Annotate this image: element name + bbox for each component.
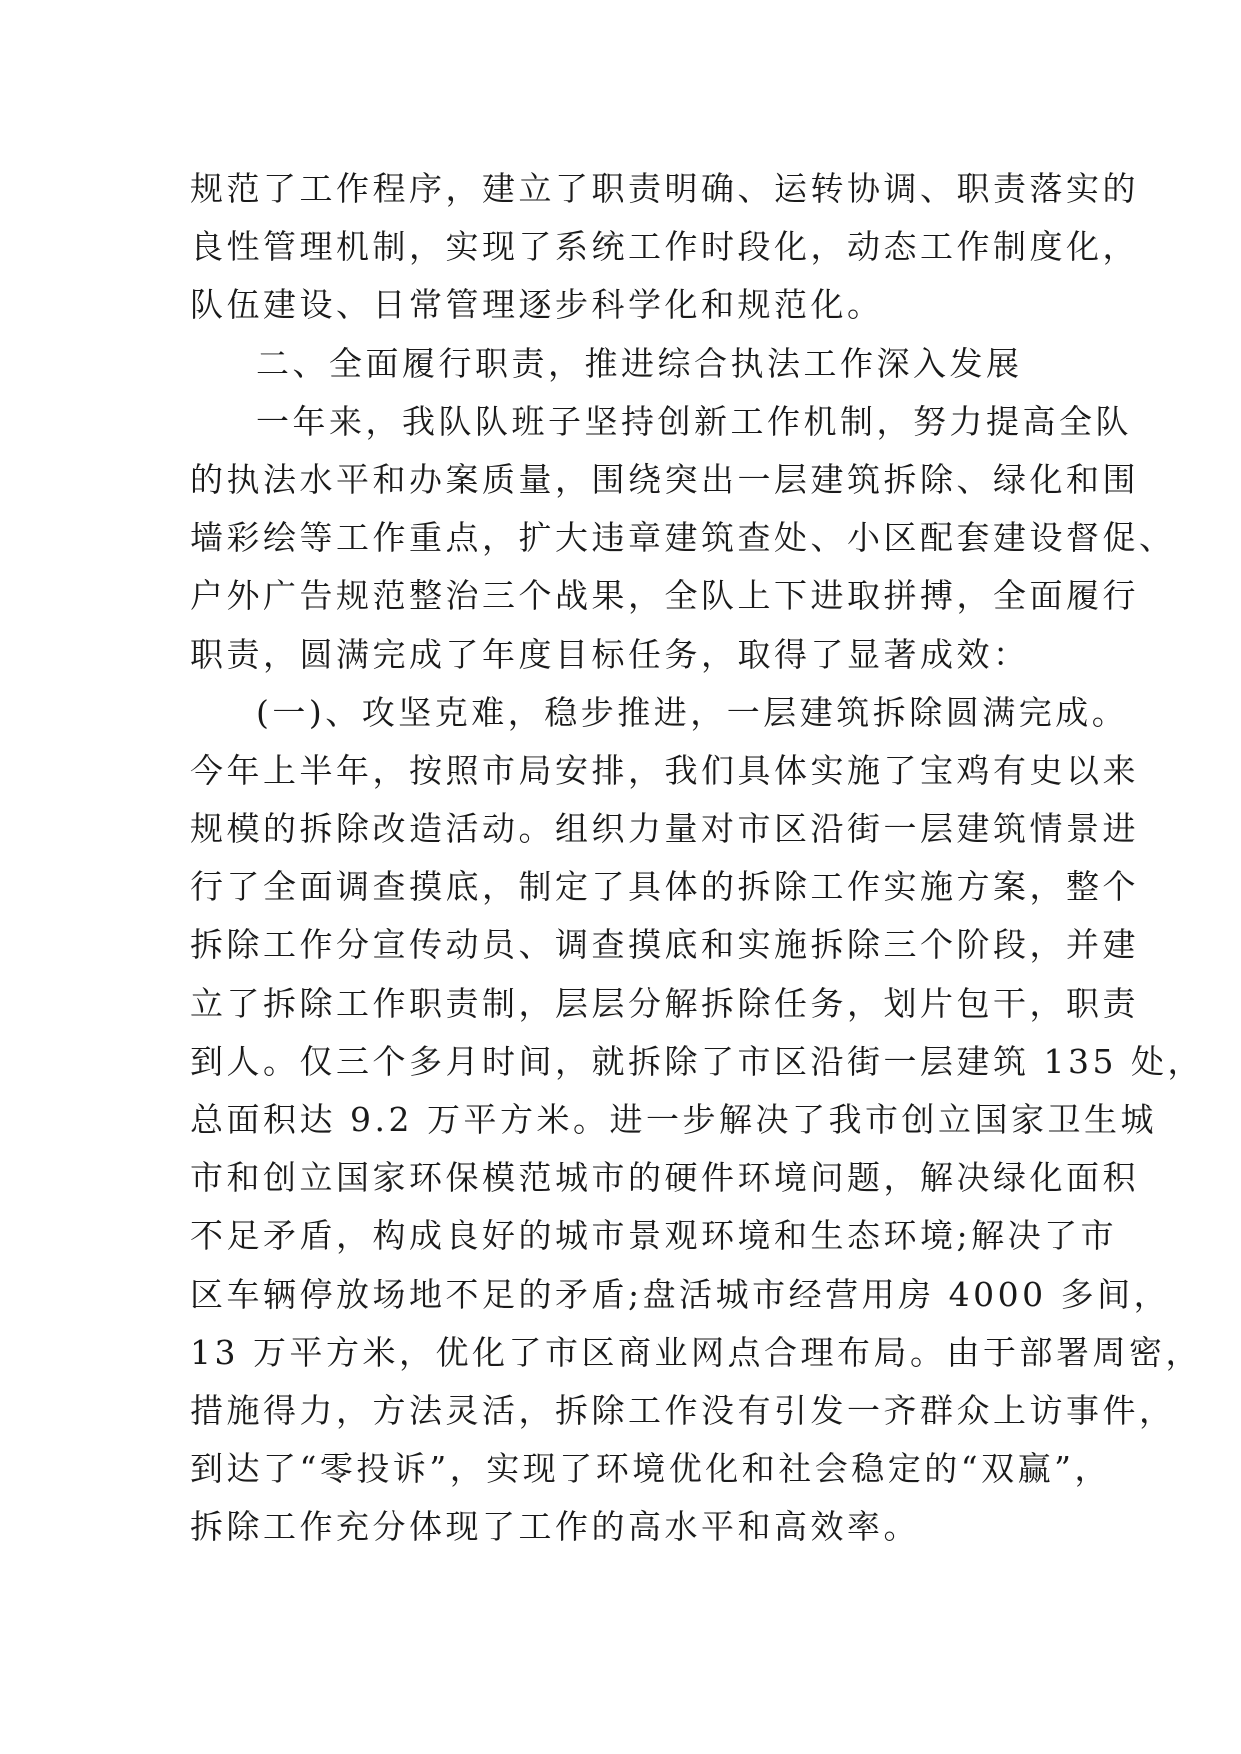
text-line: 立了拆除工作职责制，层层分解拆除任务，划片包干，职责 bbox=[190, 983, 1139, 1023]
text-line: 户外广告规范整治三个战果，全队上下进取拼搏，全面履行 bbox=[190, 576, 1139, 616]
text-line: 总面积达 9.2 万平方米。进一步解决了我市创立国家卫生城 bbox=[190, 1100, 1157, 1139]
text-line: 到达了“零投诉”，实现了环境优化和社会稳定的“双赢”， bbox=[190, 1449, 1111, 1489]
text-line: 良性管理机制，实现了系统工作时段化，动态工作制度化， bbox=[190, 227, 1139, 267]
text-line: 职责，圆满完成了年度目标任务，取得了显著成效： bbox=[190, 634, 1030, 674]
text-line: 行了全面调查摸底，制定了具体的拆除工作实施方案，整个 bbox=[190, 867, 1139, 907]
text-line: 不足矛盾，构成良好的城市景观环境和生态环境;解决了市 bbox=[190, 1216, 1118, 1256]
text-line: 队伍建设、日常管理逐步科学化和规范化。 bbox=[190, 285, 884, 325]
text-line: 一年来，我队队班子坚持创新工作机制，努力提高全队 bbox=[256, 401, 1132, 441]
text-line: 的执法水平和办案质量，围绕突出一层建筑拆除、绿化和围 bbox=[190, 459, 1139, 499]
text-line: 拆除工作分宣传动员、调查摸底和实施拆除三个阶段，并建 bbox=[190, 925, 1139, 965]
text-line: 墙彩绘等工作重点，扩大违章建筑查处、小区配套建设督促、 bbox=[190, 518, 1176, 558]
text-line: 到人。仅三个多月时间，就拆除了市区沿街一层建筑 135 处， bbox=[190, 1041, 1204, 1081]
text-line: 规范了工作程序，建立了职责明确、运转协调、职责落实的 bbox=[190, 169, 1139, 208]
text-line: 拆除工作充分体现了工作的高水平和高效率。 bbox=[190, 1507, 920, 1547]
text-line: 规模的拆除改造活动。组织力量对市区沿街一层建筑情景进 bbox=[190, 809, 1139, 849]
text-line: 区车辆停放场地不足的矛盾;盘活城市经营用房 4000 多间， bbox=[190, 1274, 1171, 1314]
body-text bbox=[190, 160, 1204, 1557]
text-line: (一)、攻坚克难，稳步推进，一层建筑拆除圆满完成。 bbox=[256, 692, 1129, 732]
text-line: 措施得力，方法灵活，拆除工作没有引发一齐群众上访事件， bbox=[190, 1390, 1176, 1430]
text-line: 市和创立国家环保模范城市的硬件环境问题，解决绿化面积 bbox=[190, 1158, 1139, 1198]
text-line: 13 万平方米，优化了市区商业网点合理布局。由于部署周密， bbox=[190, 1332, 1202, 1372]
text-line: 二、全面履行职责，推进综合执法工作深入发展 bbox=[256, 343, 1023, 383]
text-line: 今年上半年，按照市局安排，我们具体实施了宝鸡有史以来 bbox=[190, 750, 1139, 790]
